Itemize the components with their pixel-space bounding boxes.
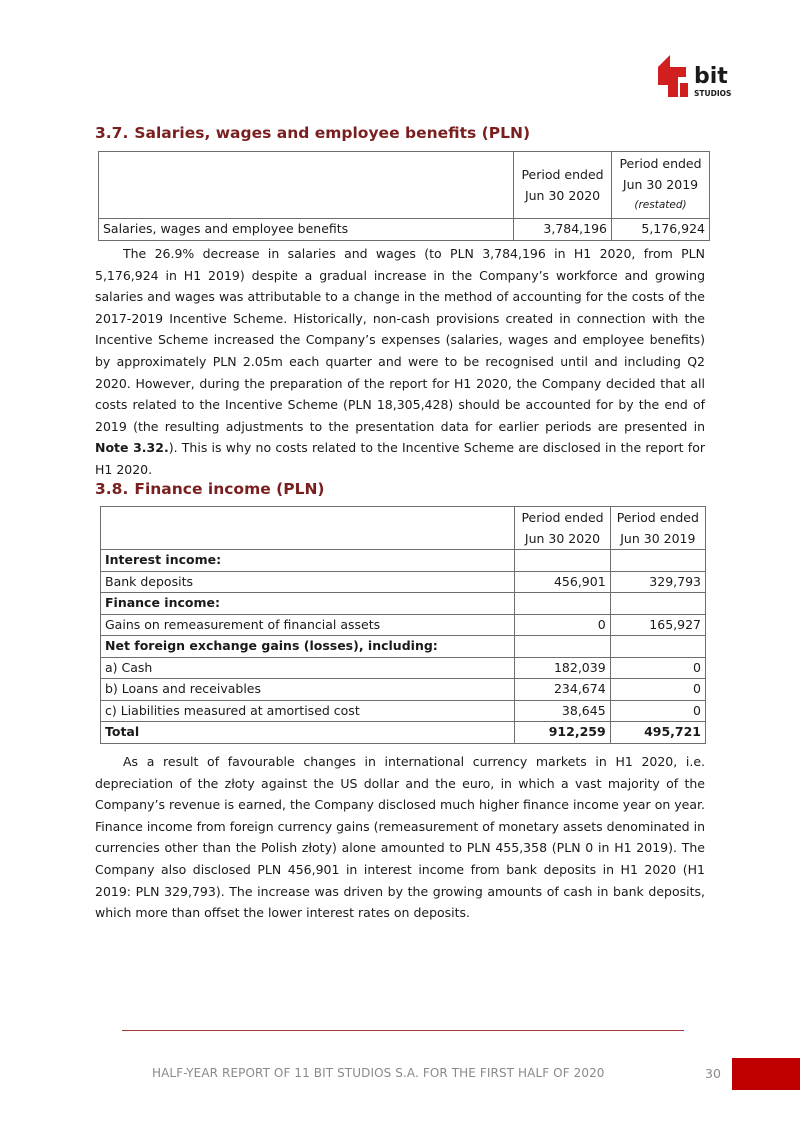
value-2020: 0 bbox=[515, 614, 610, 636]
restated-note: (restated) bbox=[634, 199, 687, 211]
value-2019: 5,176,924 bbox=[612, 219, 710, 241]
section-heading-finance-income bbox=[95, 480, 325, 498]
row-label: Total bbox=[101, 722, 515, 744]
footer-accent-tab bbox=[732, 1058, 800, 1090]
value-2020: 182,039 bbox=[515, 657, 610, 679]
table-row-total bbox=[101, 722, 706, 744]
row-label: Net foreign exchange gains (losses), including: bbox=[101, 636, 515, 658]
value-2019: 495,721 bbox=[610, 722, 705, 744]
value-2019: 0 bbox=[610, 679, 705, 701]
paragraph-text: ). This is why no costs related to the Incentive Scheme are disclosed in the report for H1 2020. bbox=[95, 440, 705, 477]
row-label: Gains on remeasurement of financial assets bbox=[101, 614, 515, 636]
section-title: Salaries, wages and employee benefits (PLN) bbox=[134, 124, 531, 142]
value-2019 bbox=[610, 593, 705, 615]
finance-income-table bbox=[100, 506, 706, 744]
footer-text: HALF-YEAR REPORT OF 11 BIT STUDIOS S.A. FOR THE FIRST HALF OF 2020 bbox=[152, 1066, 605, 1080]
table-row bbox=[101, 550, 706, 572]
header-line: Jun 30 2019 bbox=[622, 177, 699, 192]
row-label: Bank deposits bbox=[101, 571, 515, 593]
header-line: Period ended bbox=[619, 156, 702, 171]
table-row bbox=[101, 593, 706, 615]
row-label: b) Loans and receivables bbox=[101, 679, 515, 701]
company-logo bbox=[656, 55, 736, 99]
logo-mark-icon bbox=[658, 55, 688, 97]
header-line: Period ended bbox=[616, 510, 699, 525]
header-line: Jun 30 2019 bbox=[620, 531, 696, 546]
header-period-2020 bbox=[514, 152, 612, 219]
footer-rule bbox=[122, 1030, 684, 1031]
header-line: Period ended bbox=[521, 510, 604, 525]
salaries-paragraph bbox=[95, 243, 705, 481]
table-row bbox=[101, 700, 706, 722]
value-2020: 456,901 bbox=[515, 571, 610, 593]
header-blank-cell bbox=[101, 507, 515, 550]
value-2020 bbox=[515, 636, 610, 658]
row-label: Salaries, wages and employee benefits bbox=[99, 219, 514, 241]
table-row bbox=[101, 614, 706, 636]
finance-income-paragraph: As a result of favourable changes in international currency markets in H1 2020, i.e. depreciation of the złoty against the US dollar and the euro, in which a vast majority of the Company’s revenue is earned, the Company disclosed much higher finance income year on year. Finance income from foreign currency gains (remeasurement of monetary assets denominated in currencies other than the Polish złoty) alone amounted to PLN 455,358 (PLN 0 in H1 2019). The Company also disclosed PLN 456,901 in interest income from bank deposits in H1 2020 (H1 2019: PLN 329,793). The increase was driven by the growing amounts of cash in bank deposits, which more than offset the lower interest rates on deposits. bbox=[95, 754, 705, 921]
row-label: Finance income: bbox=[101, 593, 515, 615]
table-row bbox=[101, 657, 706, 679]
section-number: 3.7. bbox=[95, 124, 129, 142]
table-row bbox=[101, 636, 706, 658]
value-2020: 912,259 bbox=[515, 722, 610, 744]
value-2020 bbox=[515, 593, 610, 615]
header-line: Jun 30 2020 bbox=[524, 531, 601, 546]
header-period-2020 bbox=[515, 507, 610, 550]
value-2020 bbox=[515, 550, 610, 572]
value-2019: 0 bbox=[610, 700, 705, 722]
value-2019 bbox=[610, 636, 705, 658]
header-period-2019 bbox=[612, 152, 710, 219]
section-heading-salaries bbox=[95, 124, 530, 142]
logo-wordmark: bit bbox=[694, 64, 728, 89]
value-2019 bbox=[610, 550, 705, 572]
section-title: Finance income (PLN) bbox=[134, 480, 325, 498]
note-reference: Note 3.32. bbox=[95, 440, 169, 456]
table-row bbox=[101, 679, 706, 701]
value-2020: 234,674 bbox=[515, 679, 610, 701]
header-blank-cell bbox=[99, 152, 514, 219]
row-label: c) Liabilities measured at amortised cost bbox=[101, 700, 515, 722]
value-2020: 3,784,196 bbox=[514, 219, 612, 241]
section-number: 3.8. bbox=[95, 480, 129, 498]
header-period-2019 bbox=[610, 507, 705, 550]
table-header-row bbox=[101, 507, 706, 550]
row-label: Interest income: bbox=[101, 550, 515, 572]
row-label: a) Cash bbox=[101, 657, 515, 679]
page-number: 30 bbox=[705, 1066, 721, 1081]
table-header-row bbox=[99, 152, 710, 219]
value-2019: 165,927 bbox=[610, 614, 705, 636]
header-line: Period ended bbox=[521, 167, 604, 182]
table-row bbox=[99, 219, 710, 241]
table-row bbox=[101, 571, 706, 593]
value-2019: 0 bbox=[610, 657, 705, 679]
salaries-table bbox=[98, 151, 710, 241]
logo-subtext: STUDIOS bbox=[694, 89, 732, 98]
header-line: Jun 30 2020 bbox=[524, 188, 601, 203]
value-2020: 38,645 bbox=[515, 700, 610, 722]
value-2019: 329,793 bbox=[610, 571, 705, 593]
paragraph-text: The 26.9% decrease in salaries and wages (to PLN 3,784,196 in H1 2020, from PLN 5,176,924 in H1 2019) despite a gradual increase in the Company’s workforce and growing salaries and wages was attributable to a change in the method of accounting for the costs of the 2017-2019 Incentive Scheme. Historically, non-cash provisions created in connection with the Incentive Scheme increased the Company’s expenses (salaries, wages and employee benefits) by approximately PLN 2.05m each quarter and were to be recognised until and including Q2 2020. However, during the preparation of the report for H1 2020, the Company decided that all costs related to the Incentive Scheme (PLN 18,305,428) should be accounted for by the end of 2019 (the resulting adjustments to the presentation data for earlier periods are presented in bbox=[95, 246, 705, 434]
